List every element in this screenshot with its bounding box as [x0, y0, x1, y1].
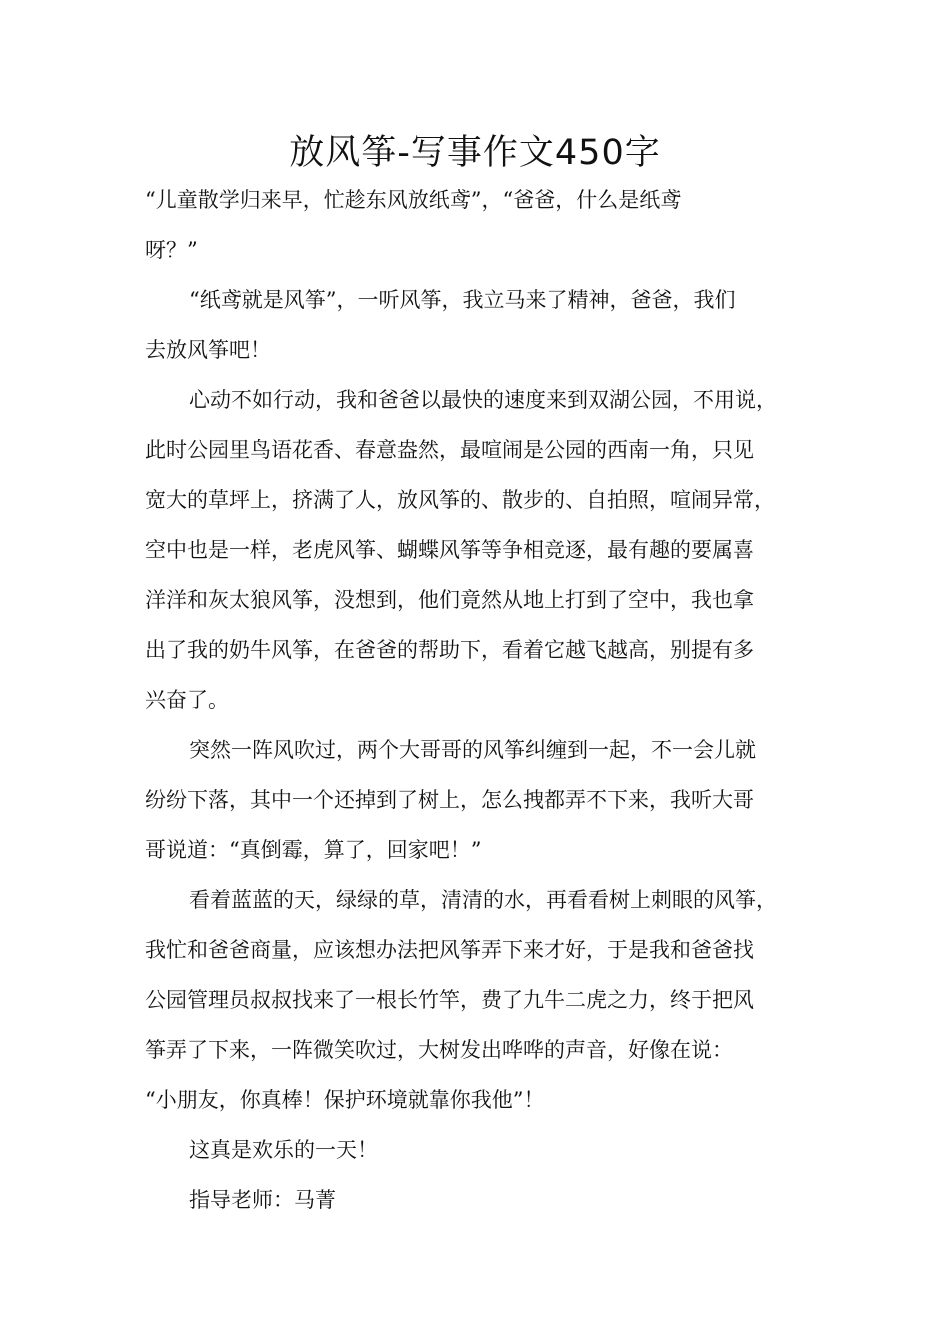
- paragraph-line: 这真是欢乐的一天！: [189, 1138, 378, 1162]
- paragraph-line: 兴奋了。: [145, 688, 229, 712]
- paragraph: [145, 725, 825, 875]
- paragraph-line: 去放风筝吧！: [145, 338, 271, 362]
- paragraph-line: “纸鸢就是风筝”，一听风筝，我立马来了精神，爸爸，我们: [189, 288, 736, 312]
- paragraph: [145, 875, 825, 1125]
- paragraph-line: 看着蓝蓝的天，绿绿的草，清清的水，再看看树上刺眼的风筝，: [189, 888, 777, 912]
- paragraph-line: 指导老师：马菁: [189, 1188, 336, 1212]
- paragraph-line: 筝弄了下来，一阵微笑吹过，大树发出哗哗的声音，好像在说：: [145, 1038, 733, 1062]
- paragraph-line: 心动不如行动，我和爸爸以最快的速度来到双湖公园，不用说，: [189, 388, 777, 412]
- paragraph: [145, 375, 825, 725]
- paragraph-line: “小朋友，你真棒！保护环境就靠你我他”！: [145, 1088, 545, 1112]
- paragraph: [145, 175, 825, 275]
- paragraph-line: “儿童散学归来早，忙趁东风放纸鸢”，“爸爸，什么是纸鸢: [145, 188, 682, 212]
- paragraph-line: 我忙和爸爸商量，应该想办法把风筝弄下来才好，于是我和爸爸找: [145, 938, 754, 962]
- paragraph-line: 宽大的草坪上，挤满了人，放风筝的、散步的、自拍照，喧闹异常，: [145, 488, 775, 512]
- paragraph: [145, 275, 825, 375]
- document-title: 放风筝-写事作文450字: [289, 133, 661, 173]
- document-body: [145, 175, 825, 1225]
- paragraph-line: 空中也是一样，老虎风筝、蝴蝶风筝等争相竞逐，最有趣的要属喜: [145, 538, 754, 562]
- paragraph-line: 纷纷下落，其中一个还掉到了树上，怎么拽都弄不下来，我听大哥: [145, 788, 754, 812]
- paragraph-line: 呀？”: [145, 238, 198, 262]
- paragraph: [145, 1125, 825, 1175]
- paragraph-line: 此时公园里鸟语花香、春意盎然，最喧闹是公园的西南一角，只见: [145, 438, 754, 462]
- paragraph-line: 突然一阵风吹过，两个大哥哥的风筝纠缠到一起，不一会儿就: [189, 738, 756, 762]
- paragraph-line: 哥说道：“真倒霉，算了，回家吧！”: [145, 838, 482, 862]
- paragraph-line: 洋洋和灰太狼风筝，没想到，他们竟然从地上打到了空中，我也拿: [145, 588, 754, 612]
- paragraph-line: 出了我的奶牛风筝，在爸爸的帮助下，看着它越飞越高，别提有多: [145, 638, 754, 662]
- paragraph-line: 公园管理员叔叔找来了一根长竹竿，费了九牛二虎之力，终于把风: [145, 988, 754, 1012]
- paragraph: [145, 1175, 825, 1225]
